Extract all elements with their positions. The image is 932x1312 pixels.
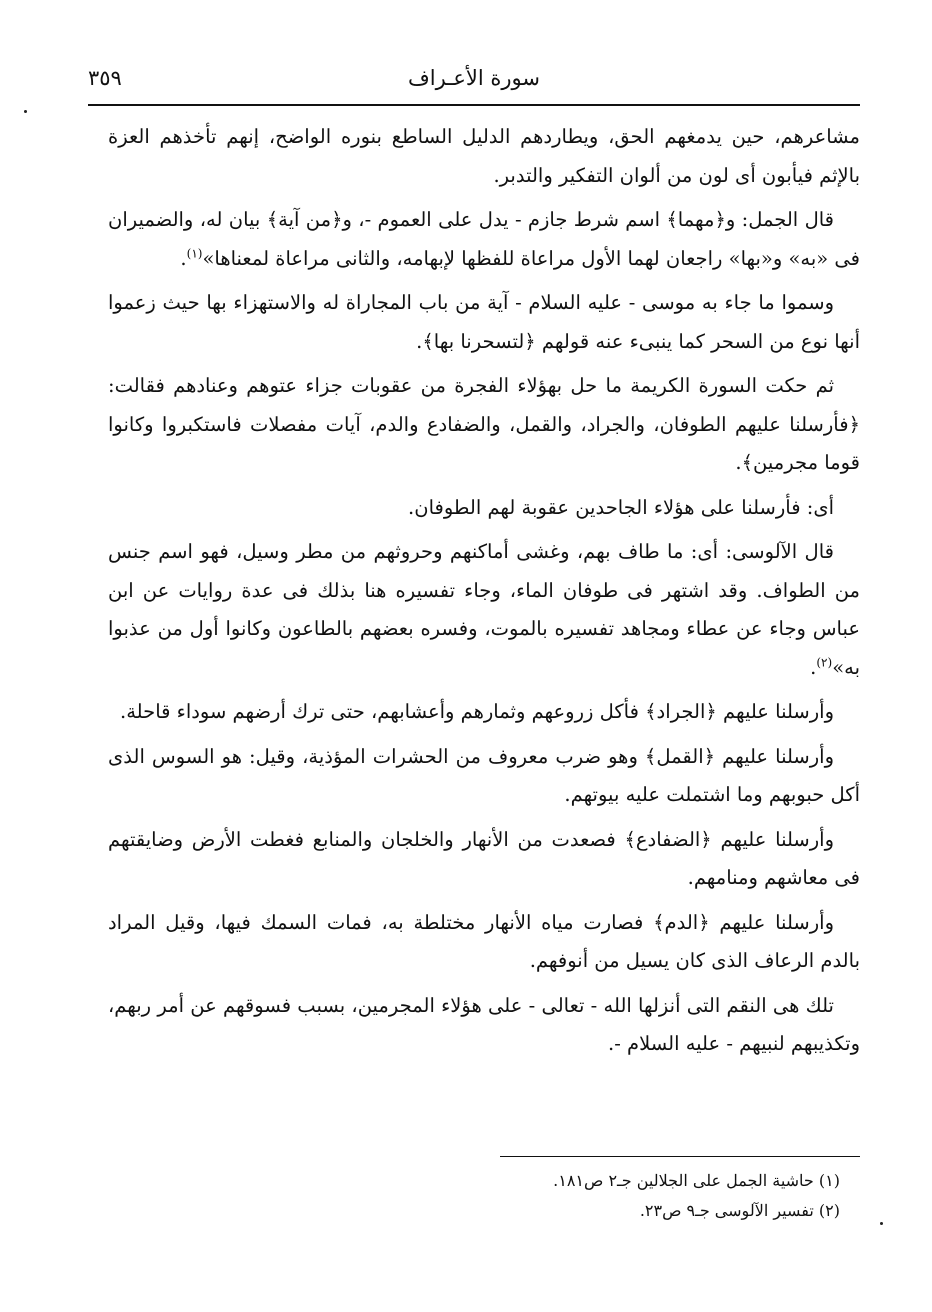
scan-speck — [880, 1222, 883, 1225]
paragraph-2: قال الجمل: و﴿مهما﴾ اسم شرط جازم - يدل على العموم -، و﴿من آية﴾ بيان له، والضميران فى «به» و«بها» راجعان لهما الأول مراعاة للفظها لإبهامه، والثانى مراعاة لمعناها»$^{(١)}$. — [108, 208, 860, 270]
footnote-divider — [500, 1156, 860, 1157]
surah-title: سورة الأعـراف — [408, 66, 540, 90]
paragraph-2-text: قال الجمل: و﴿مهما﴾ اسم شرط جازم - يدل على العموم -، و﴿من آية﴾ بيان له، والضميران فى «به» و«بها» راجعان لهما الأول مراعاة للفظها لإبهامه، والثانى مراعاة لمعناها» — [108, 208, 860, 270]
page-header — [88, 60, 860, 104]
page-number: ٣٥٩ — [88, 66, 122, 90]
footnote-ref-2: (٢) — [816, 655, 833, 669]
footnote-2: (٢) تفسير الآلوسى جـ٩ ص٢٣. — [639, 1201, 840, 1220]
paragraph-6: قال الآلوسى: أى: ما طاف بهم، وغشى أماكنهم وحروثهم من مطر وسيل، فهو اسم جنس من الطواف. وقد اشتهر فى طوفان الماء، وجاء تفسيره هنا بذلك فى عدة روايات عن ابن عباس وجاء عن عطاء ومجاهد تفسيره بالموت، وفسره بعضهم بالطاعون وكانوا أول من عذبوا به»$^{(٢)}$. — [108, 540, 860, 679]
footnote-1: (١) حاشية الجمل على الجلالين جـ٢ ص١٨١. — [553, 1171, 840, 1190]
paragraph-10: وأرسلنا عليهم ﴿الدم﴾ فصارت مياه الأنهار مختلطة به، فمات السمك فيها، وقيل المراد بالدم الرعاف الذى كان يسيل من أنوفهم. — [108, 910, 860, 972]
paragraph-4: ثم حكت السورة الكريمة ما حل بهؤلاء الفجرة من عقوبات جزاء عتوهم وعنادهم فقالت: ﴿فأرسلنا عليهم الطوفان، والجراد، والقمل، والضفادع والدم، آيات مفصلات فاستكبروا وكانوا قوما مجرمين﴾. — [108, 374, 860, 474]
paragraph-8: وأرسلنا عليهم ﴿القمل﴾ وهو ضرب معروف من الحشرات المؤذية، وقيل: هو السوس الذى أكل حبوبهم وما اشتملت عليه بيوتهم. — [108, 744, 860, 806]
footnote-ref-1: (١) — [186, 246, 203, 260]
paragraph-11: تلك هى النقم التى أنزلها الله - تعالى - على هؤلاء المجرمين، بسبب فسوقهم عن أمر ربهم، وتكذيبهم لنبيهم - عليه السلام -. — [108, 993, 860, 1055]
paragraph-1: مشاعرهم، حين يدمغهم الحق، ويطاردهم الدليل الساطع بنوره الواضح، إنهم تأخذهم العزة بالإثم فيأبون أى لون من ألوان التفكير والتدبر. — [108, 125, 860, 187]
paragraph-9: وأرسلنا عليهم ﴿الضفادع﴾ فصعدت من الأنهار والخلجان والمنابع فغطت الأرض وضايقتهم فى معاشهم ومنامهم. — [108, 827, 860, 889]
page-body — [108, 118, 860, 1070]
paragraph-7: وأرسلنا عليهم ﴿الجراد﴾ فأكل زروعهم وثمارهم وأعشابهم، حتى ترك أرضهم سوداء قاحلة. — [120, 700, 834, 723]
paragraph-5: أى: فأرسلنا على هؤلاء الجاحدين عقوبة لهم الطوفان. — [408, 495, 834, 519]
scan-speck — [24, 110, 27, 113]
paragraph-6-text: قال الآلوسى: أى: ما طاف بهم، وغشى أماكنهم وحروثهم من مطر وسيل، فهو اسم جنس من الطواف. وقد اشتهر فى طوفان الماء، وجاء تفسيره هنا بذلك فى عدة روايات عن ابن عباس وجاء عن عطاء ومجاهد تفسيره بالموت، وفسره بعضهم بالطاعون وكانوا أول من عذبوا به» — [108, 540, 860, 679]
footnotes — [300, 1166, 840, 1226]
paragraph-3: وسموا ما جاء به موسى - عليه السلام - آية من باب المجاراة له والاستهزاء بها حيث زعموا أنها نوع من السحر كما ينبىء عنه قولهم ﴿لتسحرنا بها﴾. — [108, 291, 860, 353]
header-divider — [88, 104, 860, 106]
